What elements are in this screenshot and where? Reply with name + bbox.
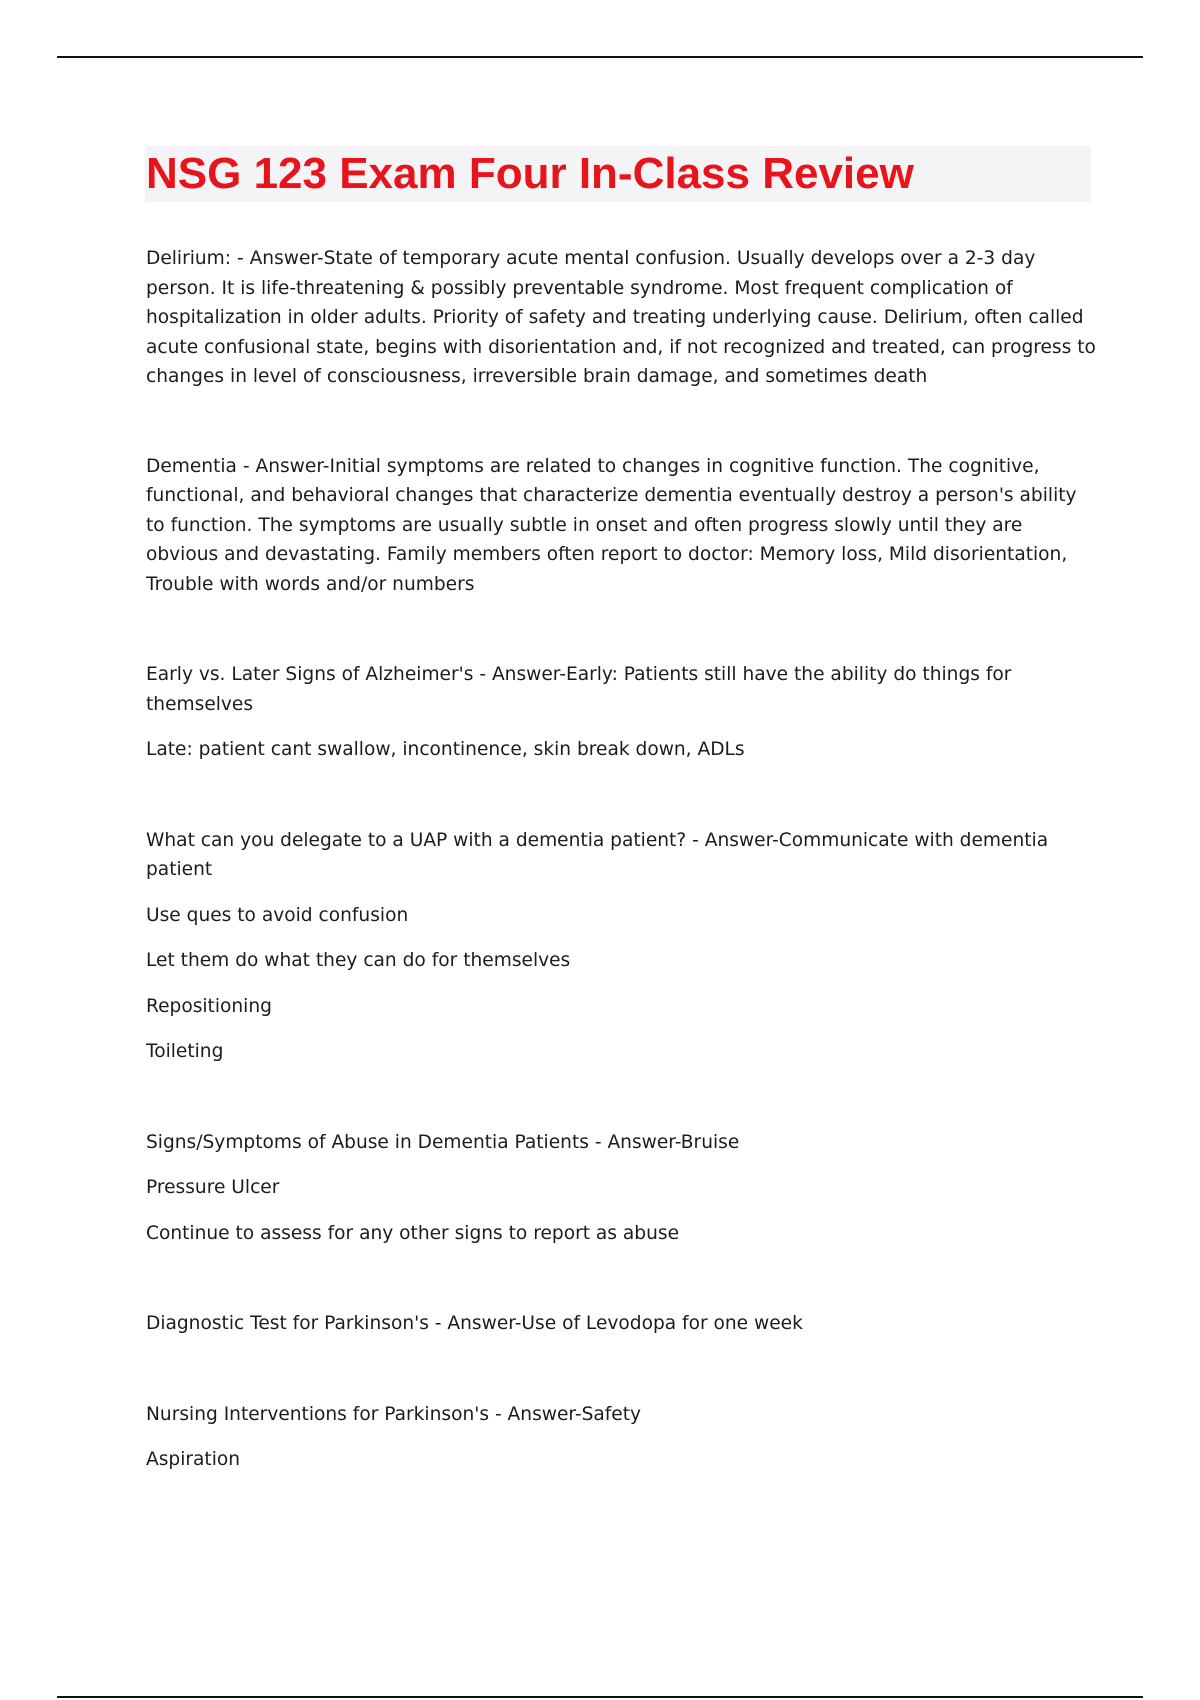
qa-entry-parkinsons-interventions: [146, 1400, 1096, 1475]
entry-text: Use ques to avoid confusion: [146, 904, 409, 926]
entry-text: Aspiration: [146, 1449, 241, 1470]
entry-text: Repositioning: [146, 995, 272, 1017]
entry-text: Let them do what they can do for themselves: [146, 950, 571, 971]
entry-text: Diagnostic Test for Parkinson's - Answer-Use of Levodopa for one week: [146, 1313, 803, 1334]
qa-entry-delirium: [146, 244, 1096, 392]
entry-text: Pressure Ulcer: [146, 1177, 280, 1198]
qa-entry-alzheimers-signs: [146, 660, 1096, 765]
entry-text: Signs/Symptoms of Abuse in Dementia Patients - Answer-Bruise: [146, 1131, 740, 1153]
entry-text: Early vs. Later Signs of Alzheimer's - Answer-Early: Patients still have the ability do things for themselves: [146, 664, 1012, 715]
bottom-divider: [57, 1696, 1143, 1698]
qa-entry-abuse-signs: [146, 1128, 1096, 1249]
entry-text: Late: patient cant swallow, incontinence, skin break down, ADLs: [146, 739, 745, 760]
entry-text: Delirium: - Answer-State of temporary acute mental confusion. Usually develops over a 2-3 day person. It is life-threatening & possibly preventable syndrome. Most frequent complication of hospitalization in older adults. Priority of safety and treating underlying cause. Delirium, often called acute confusional state, begins with disorientation and, if not recognized and treated, can progress to changes in level of consciousness, irreversible brain damage, and sometimes death: [146, 248, 1096, 387]
entry-text: Continue to assess for any other signs to report as abuse: [146, 1222, 680, 1244]
entry-text: What can you delegate to a UAP with a dementia patient? - Answer-Communicate with dementia patient: [146, 829, 1049, 880]
entry-text: Dementia - Answer-Initial symptoms are related to changes in cognitive function. The cognitive, functional, and behavioral changes that characterize dementia eventually destroy a person's ability to function. The symptoms are usually subtle in onset and often progress slowly until they are obvious and devastating. Family members often report to doctor: Memory loss, Mild disorientation, Trouble with words and/or numbers: [146, 455, 1077, 595]
entry-text: Toileting: [146, 1041, 224, 1062]
qa-entry-dementia: [146, 452, 1096, 600]
top-divider: [57, 56, 1143, 58]
entry-text: Nursing Interventions for Parkinson's - Answer-Safety: [146, 1403, 642, 1425]
page-title: NSG 123 Exam Four In-Class Review: [146, 149, 914, 198]
qa-entry-parkinsons-test: [146, 1309, 1096, 1339]
document-body: [146, 244, 1096, 1536]
qa-entry-uap-delegation: [146, 826, 1096, 1067]
